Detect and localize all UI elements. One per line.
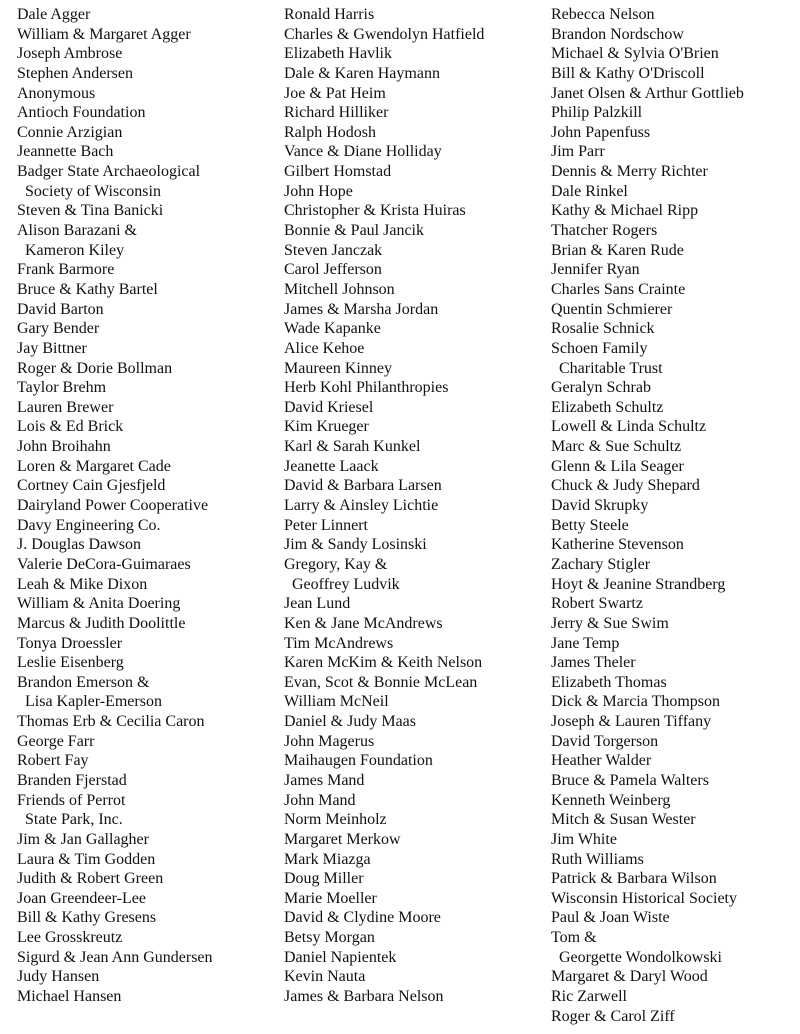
donor-name: Charles & Gwendolyn Hatfield xyxy=(284,25,485,43)
donor-name: Tonya Droessler xyxy=(17,634,123,652)
donor-name: Paul & Joan Wiste xyxy=(551,909,670,927)
donor-name: Elizabeth Schultz xyxy=(551,398,664,416)
donor-name: Wisconsin Historical Society xyxy=(551,889,737,907)
donor-name: Lowell & Linda Schultz xyxy=(551,418,707,436)
donor-name: Lisa Kapler-Emerson xyxy=(25,693,162,711)
donor-name: David & Barbara Larsen xyxy=(284,477,442,495)
donor-name: David Skrupky xyxy=(551,497,649,515)
donor-name: Laura & Tim Godden xyxy=(17,850,156,868)
donor-name: Bruce & Pamela Walters xyxy=(551,771,709,789)
donor-name: Joseph Ambrose xyxy=(17,45,123,63)
donor-name: Branden Fjerstad xyxy=(17,771,127,789)
donor-name: David Kriesel xyxy=(284,398,374,416)
donor-name: Ken & Jane McAndrews xyxy=(284,614,443,632)
donor-name: William & Anita Doering xyxy=(17,595,181,613)
donor-name: Janet Olsen & Arthur Gottlieb xyxy=(551,84,744,102)
donor-name: Marc & Sue Schultz xyxy=(551,438,682,456)
donor-name: Margaret & Daryl Wood xyxy=(551,968,708,986)
donor-name: Tim McAndrews xyxy=(284,634,394,652)
donor-name: George Farr xyxy=(17,732,95,750)
donor-name: Norm Meinholz xyxy=(284,811,387,829)
donor-name: Dairyland Power Cooperative xyxy=(17,497,209,515)
donor-name: Philip Palzkill xyxy=(551,104,643,122)
donor-name: Badger State Archaeological xyxy=(17,163,201,181)
donor-name: Lois & Ed Brick xyxy=(17,418,124,436)
donor-name: Hoyt & Jeanine Strandberg xyxy=(551,575,726,593)
donor-name: Kenneth Weinberg xyxy=(551,791,671,809)
donor-name: Friends of Perrot xyxy=(17,791,126,809)
donor-name: Davy Engineering Co. xyxy=(17,516,161,534)
donor-name: Ronald Harris xyxy=(284,6,375,23)
donor-name: Heather Walder xyxy=(551,752,652,770)
donor-name: Maureen Kinney xyxy=(284,359,392,377)
donor-name: Michael Hansen xyxy=(17,988,122,1006)
donor-name: Jeanette Laack xyxy=(284,457,379,475)
donor-name: Mitch & Susan Wester xyxy=(551,811,696,829)
donor-name: Georgette Wondolkowski xyxy=(559,948,722,966)
donor-name: Bonnie & Paul Jancik xyxy=(284,222,424,240)
donor-name: Herb Kohl Philanthropies xyxy=(284,379,449,397)
donor-name: David & Clydine Moore xyxy=(284,909,441,927)
donor-name: Joseph & Lauren Tiffany xyxy=(551,713,712,731)
donor-name: Charitable Trust xyxy=(559,359,663,377)
donor-name: Lee Grosskreutz xyxy=(17,929,123,947)
donor-name: Society of Wisconsin xyxy=(25,182,161,200)
donor-name: Ruth Williams xyxy=(551,850,644,868)
donor-name: Jeannette Bach xyxy=(17,143,114,161)
donor-name: Brian & Karen Rude xyxy=(551,241,684,259)
donor-name: Zachary Stigler xyxy=(551,555,651,573)
donor-name: Karl & Sarah Kunkel xyxy=(284,438,421,456)
donor-name: Elizabeth Havlik xyxy=(284,45,392,63)
donor-name: Jerry & Sue Swim xyxy=(551,614,669,632)
donor-name: Loren & Margaret Cade xyxy=(17,457,171,475)
donor-name: Bill & Kathy Gresens xyxy=(17,909,157,927)
donor-column-1 xyxy=(17,5,279,1007)
donor-name: John Hope xyxy=(284,182,353,200)
donor-name: Schoen Family xyxy=(551,339,648,357)
donor-name: Ralph Hodosh xyxy=(284,123,376,141)
donor-name: J. Douglas Dawson xyxy=(17,536,141,554)
donor-name: Jim White xyxy=(551,830,617,848)
donor-name: Stephen Andersen xyxy=(17,64,133,82)
donor-name: Anonymous xyxy=(17,84,96,102)
donor-name: William & Margaret Agger xyxy=(17,25,191,43)
donor-name: Glenn & Lila Seager xyxy=(551,457,684,475)
donor-name: Katherine Stevenson xyxy=(551,536,684,554)
donor-name: Daniel Napientek xyxy=(284,948,397,966)
donor-name: Thomas Erb & Cecilia Caron xyxy=(17,713,205,731)
donor-name: Antioch Foundation xyxy=(17,104,146,122)
donor-name: Brandon Nordschow xyxy=(551,25,684,43)
donor-name: Geralyn Schrab xyxy=(551,379,651,397)
donor-name: William McNeil xyxy=(284,693,389,711)
donor-name: Judy Hansen xyxy=(17,968,100,986)
donor-name: Cortney Cain Gjesfjeld xyxy=(17,477,166,495)
donor-name: David Torgerson xyxy=(551,732,659,750)
donor-name: Robert Fay xyxy=(17,752,89,770)
donor-name: Robert Swartz xyxy=(551,595,643,613)
donor-name: Kim Krueger xyxy=(284,418,369,436)
donor-name: John Magerus xyxy=(284,732,375,750)
donor-name: Jim & Sandy Losinski xyxy=(284,536,427,554)
donor-name: Dale Agger xyxy=(17,6,91,23)
donor-name: Betty Steele xyxy=(551,516,629,534)
donor-name: Gilbert Homstad xyxy=(284,163,392,181)
donor-name: Chuck & Judy Shepard xyxy=(551,477,700,495)
donor-name: Lauren Brewer xyxy=(17,398,114,416)
donor-name: Dale Rinkel xyxy=(551,182,628,200)
donor-name: Dale & Karen Haymann xyxy=(284,64,440,82)
donor-name: Connie Arzigian xyxy=(17,123,123,141)
donor-name: Jim & Jan Gallagher xyxy=(17,830,149,848)
donor-name: Maihaugen Foundation xyxy=(284,752,433,770)
donor-name: Dick & Marcia Thompson xyxy=(551,693,721,711)
donor-name: John Broihahn xyxy=(17,438,111,456)
donor-name: John Mand xyxy=(284,791,356,809)
donor-name: Valerie DeCora-Guimaraes xyxy=(17,555,191,573)
donor-name: Joe & Pat Heim xyxy=(284,84,386,102)
donor-name: Roger & Dorie Bollman xyxy=(17,359,173,377)
donor-name: Judith & Robert Green xyxy=(17,870,164,888)
donor-name: Sigurd & Jean Ann Gundersen xyxy=(17,948,213,966)
donor-name: Rebecca Nelson xyxy=(551,6,655,23)
donor-name: John Papenfuss xyxy=(551,123,651,141)
donor-name: Christopher & Krista Huiras xyxy=(284,202,466,220)
donor-column-2 xyxy=(284,5,546,1007)
donor-name: Steven & Tina Banicki xyxy=(17,202,164,220)
donor-name: Kathy & Michael Ripp xyxy=(551,202,699,220)
donor-name: Ric Zarwell xyxy=(551,988,627,1006)
donor-name: Marie Moeller xyxy=(284,889,377,907)
donor-name: James & Marsha Jordan xyxy=(284,300,439,318)
donor-name: Richard Hilliker xyxy=(284,104,389,122)
donor-name: Elizabeth Thomas xyxy=(551,673,667,691)
donor-name: Steven Janczak xyxy=(284,241,383,259)
donor-name: Brandon Emerson & xyxy=(17,673,150,691)
donor-name: Karen McKim & Keith Nelson xyxy=(284,654,483,672)
donor-name: Roger & Carol Ziff xyxy=(551,1007,675,1025)
donor-name: Quentin Schmierer xyxy=(551,300,673,318)
donor-name: Mitchell Johnson xyxy=(284,280,395,298)
donor-name: Taylor Brehm xyxy=(17,379,107,397)
donor-name: Gary Bender xyxy=(17,320,100,338)
donor-name: Margaret Merkow xyxy=(284,830,401,848)
donor-name: Charles Sans Crainte xyxy=(551,280,686,298)
donor-name: Jean Lund xyxy=(284,595,351,613)
donor-name: Rosalie Schnick xyxy=(551,320,655,338)
donor-name: Kevin Nauta xyxy=(284,968,366,986)
donor-name: Evan, Scot & Bonnie McLean xyxy=(284,673,478,691)
donor-name: Jay Bittner xyxy=(17,339,87,357)
donor-name: Kameron Kiley xyxy=(25,241,125,259)
donor-name: Mark Miazga xyxy=(284,850,371,868)
donor-name: James Mand xyxy=(284,771,365,789)
donor-name: Jim Parr xyxy=(551,143,605,161)
donor-name: James Theler xyxy=(551,654,636,672)
donor-name: Bruce & Kathy Bartel xyxy=(17,280,158,298)
donor-name: Carol Jefferson xyxy=(284,261,382,279)
donor-name: Larry & Ainsley Lichtie xyxy=(284,497,439,515)
donor-name: David Barton xyxy=(17,300,104,318)
donor-name: Daniel & Judy Maas xyxy=(284,713,416,731)
donor-name: James & Barbara Nelson xyxy=(284,988,444,1006)
donor-name: Jennifer Ryan xyxy=(551,261,640,279)
donor-name: Patrick & Barbara Wilson xyxy=(551,870,717,888)
donor-name: Leslie Eisenberg xyxy=(17,654,124,672)
donor-name: Vance & Diane Holliday xyxy=(284,143,442,161)
donor-name: Marcus & Judith Doolittle xyxy=(17,614,186,632)
donor-name: Peter Linnert xyxy=(284,516,368,534)
donor-name: Bill & Kathy O'Driscoll xyxy=(551,64,705,82)
donor-name: Wade Kapanke xyxy=(284,320,381,338)
donor-name: Leah & Mike Dixon xyxy=(17,575,148,593)
donor-name: Gregory, Kay & xyxy=(284,555,388,573)
donor-name: Alice Kehoe xyxy=(284,339,365,357)
donor-name: Jane Temp xyxy=(551,634,620,652)
donor-name: Dennis & Merry Richter xyxy=(551,163,708,181)
donor-name: Tom & xyxy=(551,929,597,947)
donor-name: Michael & Sylvia O'Brien xyxy=(551,45,719,63)
donor-name: Betsy Morgan xyxy=(284,929,375,947)
donor-column-3 xyxy=(551,5,797,1026)
donor-name: Joan Greendeer-Lee xyxy=(17,889,146,907)
donor-name: Doug Miller xyxy=(284,870,364,888)
donor-name: Geoffrey Ludvik xyxy=(292,575,400,593)
donor-name: Alison Barazani & xyxy=(17,222,137,240)
donor-name: Thatcher Rogers xyxy=(551,222,658,240)
donor-name: Frank Barmore xyxy=(17,261,115,279)
donor-name: State Park, Inc. xyxy=(25,811,123,829)
